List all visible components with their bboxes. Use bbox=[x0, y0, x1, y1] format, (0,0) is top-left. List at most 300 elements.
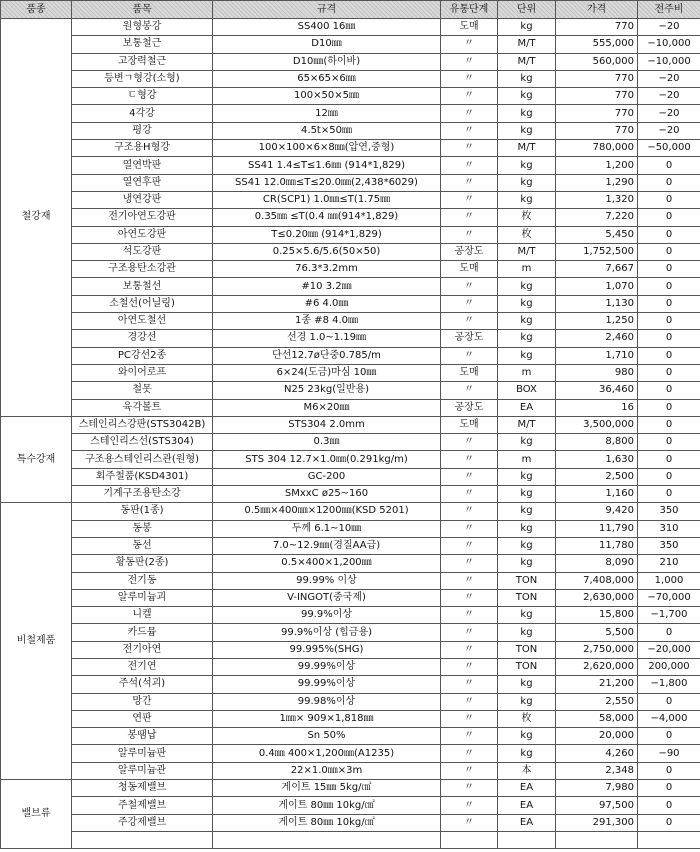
change-cell: 0 bbox=[638, 261, 700, 278]
spec-cell: 99.995%(SHG) bbox=[213, 641, 441, 658]
table-row bbox=[1, 486, 700, 503]
price-cell: 21,200 bbox=[556, 676, 638, 693]
stage-cell: 공장도 bbox=[441, 330, 498, 347]
stage-cell: 공장도 bbox=[441, 243, 498, 260]
table-row bbox=[1, 503, 700, 520]
change-cell: −20 bbox=[638, 88, 700, 105]
change-cell: 0 bbox=[638, 278, 700, 295]
unit-cell: M/T bbox=[498, 53, 556, 70]
header-item: 품목 bbox=[72, 1, 213, 19]
unit-cell: EA bbox=[498, 797, 556, 814]
change-cell: 0 bbox=[638, 416, 700, 433]
item-cell: 아연도강판 bbox=[72, 226, 213, 243]
table-row bbox=[1, 261, 700, 278]
unit-cell: kg bbox=[498, 330, 556, 347]
spec-cell: 0.5×400×1,200㎜ bbox=[213, 555, 441, 572]
price-cell: 97,500 bbox=[556, 797, 638, 814]
item-cell: 기계구조용탄소강 bbox=[72, 486, 213, 503]
price-cell: 1,130 bbox=[556, 295, 638, 312]
stage-cell: 도매 bbox=[441, 416, 498, 433]
item-cell: 황동판(2종) bbox=[72, 555, 213, 572]
unit-cell: EA bbox=[498, 780, 556, 797]
spec-cell: 99.98%이상 bbox=[213, 693, 441, 710]
stage-cell: 〃 bbox=[441, 486, 498, 503]
stage-cell: 〃 bbox=[441, 88, 498, 105]
stage-cell: 〃 bbox=[441, 313, 498, 330]
change-cell: 0 bbox=[638, 693, 700, 710]
unit-cell: 枚 bbox=[498, 710, 556, 727]
stage-cell: 〃 bbox=[441, 658, 498, 675]
spec-cell: 99.99%이상 bbox=[213, 658, 441, 675]
empty-cell bbox=[498, 831, 556, 848]
spec-cell: 99.9%이상 bbox=[213, 607, 441, 624]
price-cell: 1,070 bbox=[556, 278, 638, 295]
stage-cell: 〃 bbox=[441, 572, 498, 589]
unit-cell: EA bbox=[498, 814, 556, 831]
stage-cell: 〃 bbox=[441, 555, 498, 572]
item-cell: 동선 bbox=[72, 537, 213, 554]
spec-cell: SS41 12.0㎜≤T≤20.0㎜(2,438*6029) bbox=[213, 174, 441, 191]
stage-cell: 〃 bbox=[441, 780, 498, 797]
unit-cell: kg bbox=[498, 745, 556, 762]
price-cell: 1,200 bbox=[556, 157, 638, 174]
price-cell: 1,250 bbox=[556, 313, 638, 330]
price-cell: 4,260 bbox=[556, 745, 638, 762]
item-cell: 카드뮴 bbox=[72, 624, 213, 641]
table-row bbox=[1, 745, 700, 762]
unit-cell: kg bbox=[498, 624, 556, 641]
item-cell: 전기동 bbox=[72, 572, 213, 589]
empty-cell bbox=[441, 831, 498, 848]
unit-cell: kg bbox=[498, 468, 556, 485]
spec-cell: 선경 1.0~1.19㎜ bbox=[213, 330, 441, 347]
spec-cell: STS 304 12.7×1.0㎜(0.291kg/m) bbox=[213, 451, 441, 468]
item-cell: 고장력철근 bbox=[72, 53, 213, 70]
table-row bbox=[1, 693, 700, 710]
item-cell: 열연박판 bbox=[72, 157, 213, 174]
spec-cell: 0.35㎜ ≤T(0.4 ㎜(914*1,829) bbox=[213, 209, 441, 226]
item-cell: 와이어로프 bbox=[72, 364, 213, 381]
table-row bbox=[1, 174, 700, 191]
table-row bbox=[1, 88, 700, 105]
stage-cell: 〃 bbox=[441, 728, 498, 745]
change-cell: 0 bbox=[638, 762, 700, 779]
table-row bbox=[1, 226, 700, 243]
change-cell: 0 bbox=[638, 780, 700, 797]
table-row bbox=[1, 589, 700, 606]
spec-cell: 7.0~12.9㎜(경질AA급) bbox=[213, 537, 441, 554]
change-cell: 1,000 bbox=[638, 572, 700, 589]
price-cell: 36,460 bbox=[556, 382, 638, 399]
stage-cell: 〃 bbox=[441, 36, 498, 53]
change-cell: −20 bbox=[638, 105, 700, 122]
table-row bbox=[1, 382, 700, 399]
change-cell: 0 bbox=[638, 209, 700, 226]
table-body bbox=[1, 19, 700, 849]
unit-cell: kg bbox=[498, 486, 556, 503]
item-cell: 알루미늄괴 bbox=[72, 589, 213, 606]
change-cell: −4,000 bbox=[638, 710, 700, 727]
stage-cell: 〃 bbox=[441, 676, 498, 693]
unit-cell: kg bbox=[498, 191, 556, 208]
item-cell: 니켈 bbox=[72, 607, 213, 624]
price-cell: 1,320 bbox=[556, 191, 638, 208]
price-cell: 8,090 bbox=[556, 555, 638, 572]
price-cell: 58,000 bbox=[556, 710, 638, 727]
empty-row bbox=[1, 831, 700, 848]
item-cell: 4각강 bbox=[72, 105, 213, 122]
stage-cell: 〃 bbox=[441, 641, 498, 658]
change-cell: 0 bbox=[638, 330, 700, 347]
price-cell: 16 bbox=[556, 399, 638, 416]
header-spec: 규격 bbox=[213, 1, 441, 19]
unit-cell: M/T bbox=[498, 416, 556, 433]
change-cell: −20,000 bbox=[638, 641, 700, 658]
unit-cell: kg bbox=[498, 19, 556, 36]
price-cell: 1,710 bbox=[556, 347, 638, 364]
stage-cell: 〃 bbox=[441, 814, 498, 831]
spec-cell: T≤0.20㎜ (914*1,829) bbox=[213, 226, 441, 243]
spec-cell: 76.3*3.2mm bbox=[213, 261, 441, 278]
empty-cell bbox=[72, 831, 213, 848]
change-cell: −1,700 bbox=[638, 607, 700, 624]
price-cell: 2,750,000 bbox=[556, 641, 638, 658]
price-cell: 8,800 bbox=[556, 434, 638, 451]
table-row bbox=[1, 70, 700, 87]
price-cell: 7,667 bbox=[556, 261, 638, 278]
unit-cell: M/T bbox=[498, 243, 556, 260]
price-cell: 9,420 bbox=[556, 503, 638, 520]
spec-cell: 0.5㎜×400㎜×1200㎜(KSD 5201) bbox=[213, 503, 441, 520]
stage-cell: 〃 bbox=[441, 589, 498, 606]
price-cell: 20,000 bbox=[556, 728, 638, 745]
change-cell: 350 bbox=[638, 503, 700, 520]
unit-cell: kg bbox=[498, 693, 556, 710]
category-cell: 특수강재 bbox=[1, 416, 72, 502]
item-cell: 구조용H형강 bbox=[72, 140, 213, 157]
stage-cell: 〃 bbox=[441, 710, 498, 727]
stage-cell: 〃 bbox=[441, 693, 498, 710]
table-row bbox=[1, 140, 700, 157]
stage-cell: 도매 bbox=[441, 364, 498, 381]
item-cell: 전기아연 bbox=[72, 641, 213, 658]
unit-cell: M/T bbox=[498, 36, 556, 53]
price-cell: 770 bbox=[556, 105, 638, 122]
table-row bbox=[1, 641, 700, 658]
item-cell: 열연후판 bbox=[72, 174, 213, 191]
change-cell: 0 bbox=[638, 814, 700, 831]
table-row bbox=[1, 53, 700, 70]
table-row bbox=[1, 347, 700, 364]
item-cell: PC강선2종 bbox=[72, 347, 213, 364]
change-cell: 0 bbox=[638, 434, 700, 451]
table-row bbox=[1, 209, 700, 226]
price-cell: 1,630 bbox=[556, 451, 638, 468]
item-cell: 주석(석괴) bbox=[72, 676, 213, 693]
change-cell: 0 bbox=[638, 226, 700, 243]
spec-cell: #10 3.2㎜ bbox=[213, 278, 441, 295]
table-row bbox=[1, 330, 700, 347]
price-cell: 291,300 bbox=[556, 814, 638, 831]
change-cell: 0 bbox=[638, 295, 700, 312]
unit-cell: 本 bbox=[498, 762, 556, 779]
change-cell: −1,800 bbox=[638, 676, 700, 693]
table-row bbox=[1, 676, 700, 693]
spec-cell: 12㎜ bbox=[213, 105, 441, 122]
unit-cell: kg bbox=[498, 503, 556, 520]
item-cell: 아연도철선 bbox=[72, 313, 213, 330]
change-cell: 0 bbox=[638, 797, 700, 814]
stage-cell: 공장도 bbox=[441, 399, 498, 416]
stage-cell: 〃 bbox=[441, 434, 498, 451]
change-cell: 210 bbox=[638, 555, 700, 572]
table-row bbox=[1, 36, 700, 53]
table-row bbox=[1, 797, 700, 814]
item-cell: 망간 bbox=[72, 693, 213, 710]
table-row bbox=[1, 624, 700, 641]
table-row bbox=[1, 710, 700, 727]
spec-cell: SS400 16㎜ bbox=[213, 19, 441, 36]
spec-cell: 100×100×6×8㎜(압연,중형) bbox=[213, 140, 441, 157]
item-cell: 평강 bbox=[72, 122, 213, 139]
spec-cell: 0.25×5.6/5.6(50×50) bbox=[213, 243, 441, 260]
unit-cell: EA bbox=[498, 399, 556, 416]
item-cell: 철못 bbox=[72, 382, 213, 399]
header-stage: 유통단계 bbox=[441, 1, 498, 19]
price-cell: 560,000 bbox=[556, 53, 638, 70]
item-cell: 구조용탄소강관 bbox=[72, 261, 213, 278]
change-cell: −70,000 bbox=[638, 589, 700, 606]
price-cell: 7,408,000 bbox=[556, 572, 638, 589]
item-cell: ㄷ형강 bbox=[72, 88, 213, 105]
change-cell: 0 bbox=[638, 399, 700, 416]
table-row bbox=[1, 728, 700, 745]
item-cell: 알루미늄판 bbox=[72, 745, 213, 762]
item-cell: 봉땜납 bbox=[72, 728, 213, 745]
header-row bbox=[1, 1, 700, 19]
unit-cell: m bbox=[498, 261, 556, 278]
item-cell: 원형봉강 bbox=[72, 19, 213, 36]
stage-cell: 〃 bbox=[441, 503, 498, 520]
table-row bbox=[1, 278, 700, 295]
table-row bbox=[1, 814, 700, 831]
table-row bbox=[1, 451, 700, 468]
item-cell: 연판 bbox=[72, 710, 213, 727]
table-row bbox=[1, 658, 700, 675]
category-cell: 철강재 bbox=[1, 19, 72, 417]
stage-cell: 〃 bbox=[441, 157, 498, 174]
stage-cell: 〃 bbox=[441, 122, 498, 139]
table-row bbox=[1, 122, 700, 139]
table-row bbox=[1, 537, 700, 554]
item-cell: 동봉 bbox=[72, 520, 213, 537]
unit-cell: kg bbox=[498, 278, 556, 295]
table-row bbox=[1, 780, 700, 797]
stage-cell: 〃 bbox=[441, 53, 498, 70]
unit-cell: m bbox=[498, 451, 556, 468]
price-cell: 1,752,500 bbox=[556, 243, 638, 260]
spec-cell: GC-200 bbox=[213, 468, 441, 485]
item-cell: 스테인리스강판(STS3042B) bbox=[72, 416, 213, 433]
stage-cell: 〃 bbox=[441, 295, 498, 312]
header-unit: 단위 bbox=[498, 1, 556, 19]
unit-cell: kg bbox=[498, 728, 556, 745]
unit-cell: kg bbox=[498, 88, 556, 105]
price-cell: 3,500,000 bbox=[556, 416, 638, 433]
item-cell: 회주철품(KSD4301) bbox=[72, 468, 213, 485]
table-row bbox=[1, 191, 700, 208]
table-row bbox=[1, 762, 700, 779]
stage-cell: 〃 bbox=[441, 797, 498, 814]
price-cell: 780,000 bbox=[556, 140, 638, 157]
stage-cell: 〃 bbox=[441, 762, 498, 779]
stage-cell: 도매 bbox=[441, 261, 498, 278]
table-row bbox=[1, 520, 700, 537]
change-cell: 0 bbox=[638, 364, 700, 381]
price-cell: 2,630,000 bbox=[556, 589, 638, 606]
stage-cell: 〃 bbox=[441, 226, 498, 243]
item-cell: 석도강판 bbox=[72, 243, 213, 260]
table-row bbox=[1, 19, 700, 36]
price-cell: 2,460 bbox=[556, 330, 638, 347]
spec-cell: 게이트 80㎜ 10kg/㎠ bbox=[213, 814, 441, 831]
stage-cell: 〃 bbox=[441, 191, 498, 208]
unit-cell: kg bbox=[498, 157, 556, 174]
table-row bbox=[1, 243, 700, 260]
spec-cell: 22×1.0㎜×3m bbox=[213, 762, 441, 779]
stage-cell: 〃 bbox=[441, 745, 498, 762]
spec-cell: 1종 #8 4.0㎜ bbox=[213, 313, 441, 330]
table-row bbox=[1, 468, 700, 485]
price-cell: 555,000 bbox=[556, 36, 638, 53]
unit-cell: TON bbox=[498, 589, 556, 606]
stage-cell: 〃 bbox=[441, 278, 498, 295]
price-cell: 770 bbox=[556, 88, 638, 105]
unit-cell: BOX bbox=[498, 382, 556, 399]
unit-cell: kg bbox=[498, 174, 556, 191]
spec-cell: 99.99%이상 bbox=[213, 676, 441, 693]
change-cell: 200,000 bbox=[638, 658, 700, 675]
change-cell: 0 bbox=[638, 468, 700, 485]
price-cell: 770 bbox=[556, 122, 638, 139]
change-cell: −20 bbox=[638, 19, 700, 36]
table-row bbox=[1, 105, 700, 122]
change-cell: 0 bbox=[638, 157, 700, 174]
item-cell: 보통철근 bbox=[72, 36, 213, 53]
change-cell: 0 bbox=[638, 728, 700, 745]
change-cell: 0 bbox=[638, 382, 700, 399]
spec-cell: 4.5t×50㎜ bbox=[213, 122, 441, 139]
table-row bbox=[1, 434, 700, 451]
price-cell: 770 bbox=[556, 70, 638, 87]
change-cell: −20 bbox=[638, 122, 700, 139]
table-row bbox=[1, 364, 700, 381]
change-cell: 0 bbox=[638, 174, 700, 191]
category-cell: 비철제품 bbox=[1, 503, 72, 780]
spec-cell: 1㎜× 909×1,818㎜ bbox=[213, 710, 441, 727]
change-cell: −20 bbox=[638, 70, 700, 87]
price-cell: 980 bbox=[556, 364, 638, 381]
price-cell: 2,348 bbox=[556, 762, 638, 779]
spec-cell: 99.99% 이상 bbox=[213, 572, 441, 589]
spec-cell: 단선12.7ø단중0.785/m bbox=[213, 347, 441, 364]
spec-cell: Sn 50% bbox=[213, 728, 441, 745]
unit-cell: kg bbox=[498, 434, 556, 451]
item-cell: 구조용스테인리스관(원형) bbox=[72, 451, 213, 468]
table-row bbox=[1, 607, 700, 624]
change-cell: 0 bbox=[638, 347, 700, 364]
item-cell: 경강선 bbox=[72, 330, 213, 347]
spec-cell: STS304 2.0mm bbox=[213, 416, 441, 433]
table-row bbox=[1, 416, 700, 433]
stage-cell: 〃 bbox=[441, 468, 498, 485]
item-cell: 육각볼트 bbox=[72, 399, 213, 416]
unit-cell: kg bbox=[498, 313, 556, 330]
stage-cell: 〃 bbox=[441, 70, 498, 87]
change-cell: 0 bbox=[638, 191, 700, 208]
price-cell: 11,780 bbox=[556, 537, 638, 554]
spec-cell: #6 4.0㎜ bbox=[213, 295, 441, 312]
change-cell: 0 bbox=[638, 451, 700, 468]
unit-cell: 枚 bbox=[498, 226, 556, 243]
unit-cell: m bbox=[498, 364, 556, 381]
empty-cell bbox=[638, 831, 700, 848]
change-cell: 0 bbox=[638, 313, 700, 330]
price-cell: 7,220 bbox=[556, 209, 638, 226]
item-cell: 냉연강판 bbox=[72, 191, 213, 208]
unit-cell: kg bbox=[498, 70, 556, 87]
table-row bbox=[1, 157, 700, 174]
change-cell: −90 bbox=[638, 745, 700, 762]
item-cell: 보통철선 bbox=[72, 278, 213, 295]
unit-cell: kg bbox=[498, 555, 556, 572]
stage-cell: 〃 bbox=[441, 140, 498, 157]
spec-cell: 65×65×6㎜ bbox=[213, 70, 441, 87]
stage-cell: 〃 bbox=[441, 607, 498, 624]
unit-cell: kg bbox=[498, 676, 556, 693]
unit-cell: kg bbox=[498, 347, 556, 364]
change-cell: 350 bbox=[638, 537, 700, 554]
category-cell: 밸브류 bbox=[1, 780, 72, 849]
stage-cell: 〃 bbox=[441, 451, 498, 468]
spec-cell: 0.3㎜ bbox=[213, 434, 441, 451]
price-cell: 15,800 bbox=[556, 607, 638, 624]
spec-cell: D10㎜(하이바) bbox=[213, 53, 441, 70]
price-cell: 770 bbox=[556, 19, 638, 36]
stage-cell: 〃 bbox=[441, 209, 498, 226]
change-cell: 0 bbox=[638, 486, 700, 503]
stage-cell: 〃 bbox=[441, 624, 498, 641]
spec-cell: 99.9%이상 (힙금용) bbox=[213, 624, 441, 641]
table-row bbox=[1, 313, 700, 330]
item-cell: 전기연 bbox=[72, 658, 213, 675]
change-cell: 0 bbox=[638, 243, 700, 260]
stage-cell: 〃 bbox=[441, 105, 498, 122]
change-cell: 310 bbox=[638, 520, 700, 537]
price-cell: 2,550 bbox=[556, 693, 638, 710]
header-price: 가격 bbox=[556, 1, 638, 19]
spec-cell: V-INGOT(중국제) bbox=[213, 589, 441, 606]
item-cell: 스테인리스선(STS304) bbox=[72, 434, 213, 451]
item-cell: 주강제밸브 bbox=[72, 814, 213, 831]
stage-cell: 〃 bbox=[441, 174, 498, 191]
item-cell: 전기아연도강판 bbox=[72, 209, 213, 226]
unit-cell: TON bbox=[498, 658, 556, 675]
table-row bbox=[1, 572, 700, 589]
spec-cell: CR(SCP1) 1.0㎜≤T(1.75㎜ bbox=[213, 191, 441, 208]
unit-cell: 枚 bbox=[498, 209, 556, 226]
item-cell: 동판(1종) bbox=[72, 503, 213, 520]
